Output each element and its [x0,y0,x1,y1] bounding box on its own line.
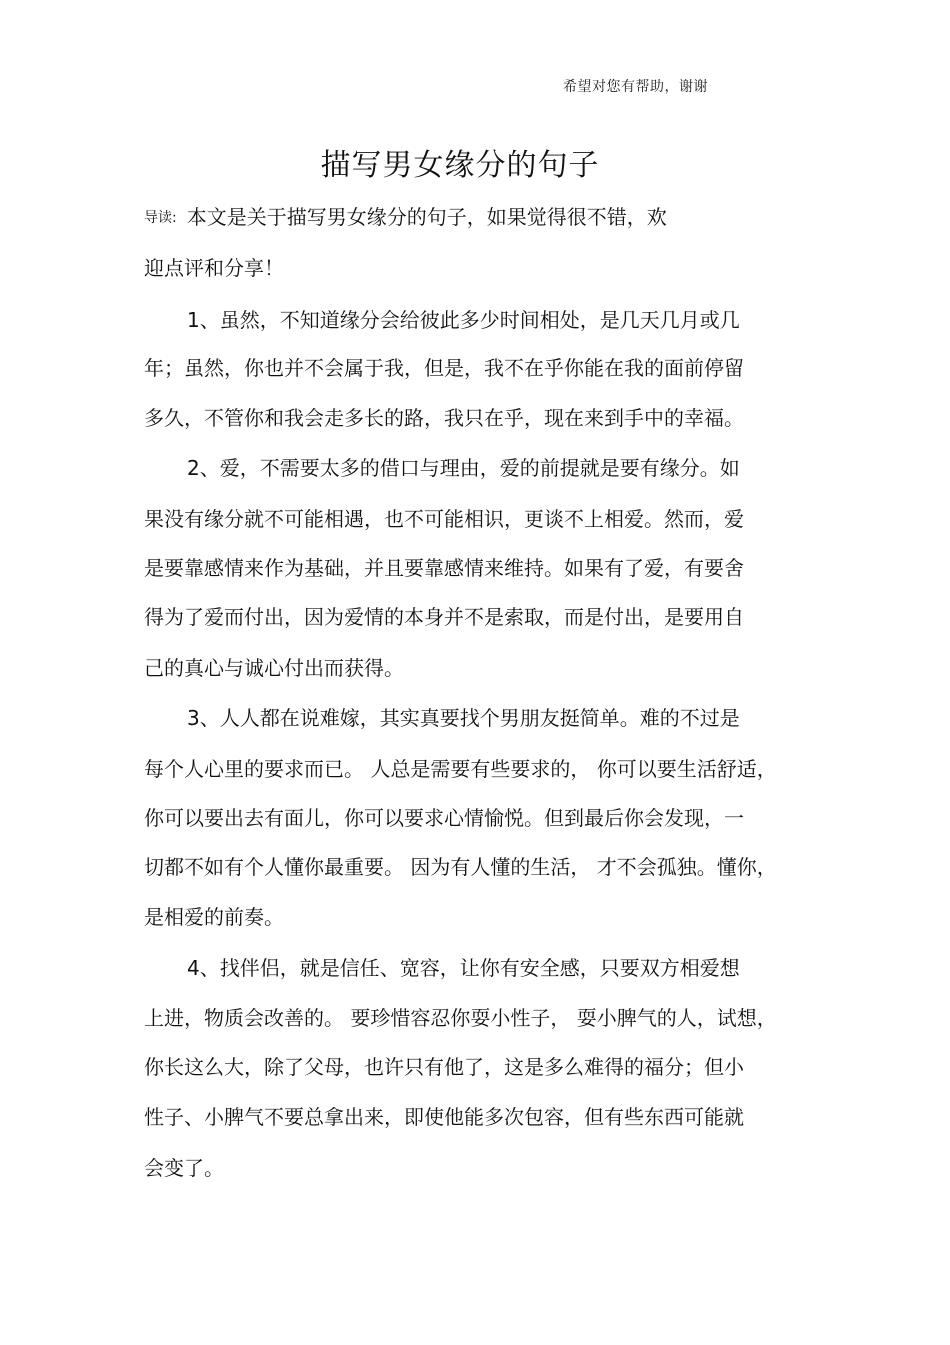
intro-label: 导读: [144,210,177,226]
paragraph-line: 己的真心与诚心付出而获得。 [144,656,404,680]
intro-line: 迎点评和分享！ [144,256,284,280]
paragraph-line: 多久，不管你和我会走多长的路，我只在乎，现在来到手中的幸福。 [144,406,744,430]
paragraph-line: 是相爱的前奏。 [144,905,284,929]
paragraph-line: 3、人人都在说难嫁，其实真要找个男朋友挺简单。难的不过是 [187,706,740,730]
paragraph-line: 是要靠感情来作为基础，并且要靠感情来维持。如果有了爱，有要舍 [144,556,744,580]
paragraph-line: 果没有缘分就不可能相遇，也不可能相识，更谈不上相爱。然而，爱 [144,507,744,531]
paragraph-line: 4、找伴侣，就是信任、宽容，让你有安全感，只要双方相爱想 [187,956,740,980]
paragraph-line: 性子、小脾气不要总拿出来，即使他能多次包容，但有些东西可能就 [144,1105,744,1129]
paragraph-line: 你长这么大，除了父母，也许只有他了，这是多么难得的福分；但小 [144,1055,744,1079]
paragraph-line: 得为了爱而付出，因为爱情的本身并不是索取，而是付出，是要用自 [144,605,744,629]
paragraph-line: 1、虽然，不知道缘分会给彼此多少时间相处，是几天几月或几 [187,308,740,332]
paragraph-line: 2、爱，不需要太多的借口与理由，爱的前提就是要有缘分。如 [187,456,740,480]
paragraph-line: 会变了。 [144,1156,224,1180]
paragraph-line: 年；虽然，你也并不会属于我，但是，我不在乎你能在我的面前停留 [144,356,744,380]
page-title: 描写男女缘分的句子 [320,148,600,183]
header-note: 希望对您有帮助，谢谢 [563,79,708,95]
paragraph-line: 你可以要出去有面儿，你可以要求心情愉悦。但到最后你会发现，一 [144,806,744,830]
paragraph-line: 切都不如有个人懂你最重要。 因为有人懂的生活， 才不会孤独。懂你， [144,855,777,879]
paragraph-line: 上进，物质会改善的。 要珍惜容忍你耍小性子， 耍小脾气的人，试想， [144,1006,777,1030]
intro-line [144,204,667,231]
paragraph-line: 每个人心里的要求而已。 人总是需要有些要求的， 你可以要生活舒适， [144,757,777,781]
intro-text: 本文是关于描写男女缘分的句子，如果觉得很不错，欢 [186,205,667,229]
